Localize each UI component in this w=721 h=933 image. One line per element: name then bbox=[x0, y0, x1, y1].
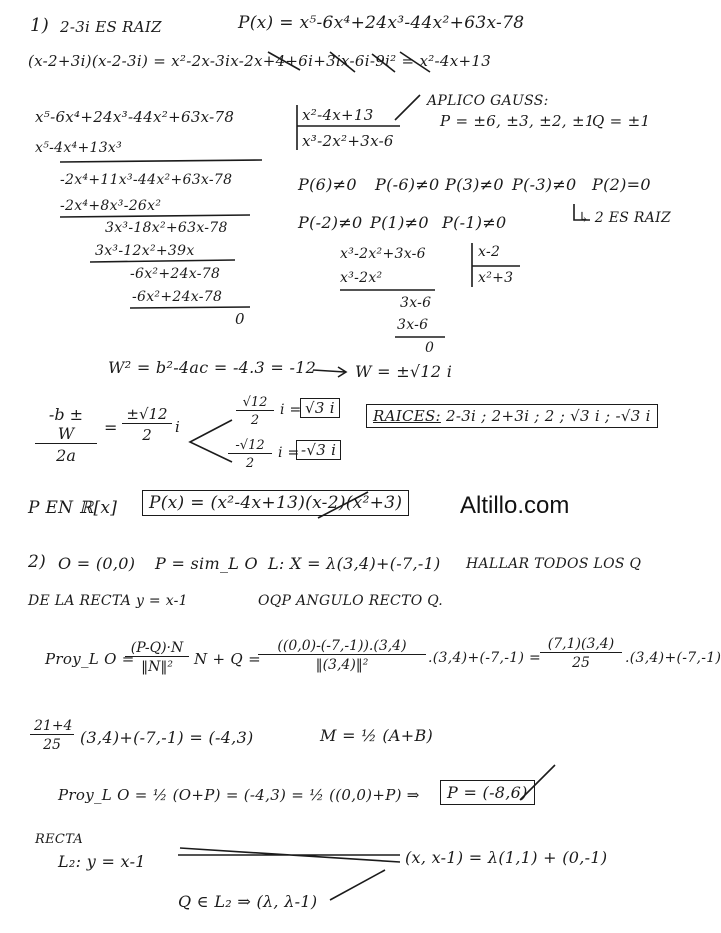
projection-substituted-fraction bbox=[258, 638, 426, 673]
roots-box bbox=[366, 404, 658, 428]
branch-2-result: -√3 i bbox=[296, 440, 341, 460]
division-1-step: 3x³-18x²+63x-78 bbox=[105, 220, 228, 236]
midpoint-formula: M = ½ (A+B) bbox=[320, 726, 434, 745]
w-result: W = ±√12 i bbox=[355, 362, 453, 381]
projection-simplified-numerator: (7,1)(3,4) bbox=[540, 636, 622, 653]
root-statement: 2-3i ES RAIZ bbox=[60, 18, 162, 36]
branch-1-result: √3 i bbox=[300, 398, 340, 418]
division-2-step: 3x-6 bbox=[400, 295, 432, 311]
factor-product-line: (x-2+3i)(x-2-3i) = x²-2x-3ix-2x+4+6i+3ix-6i-9i² = x²-4x+13 bbox=[28, 52, 492, 70]
middle-denominator: 2 bbox=[142, 426, 152, 444]
equals-sign: i = bbox=[278, 445, 300, 461]
calc-numerator: 21+4 bbox=[30, 718, 74, 735]
calc-denominator: 25 bbox=[43, 737, 61, 753]
roots-label: RAICES: bbox=[373, 407, 441, 425]
projection-formula-fraction bbox=[125, 640, 189, 675]
projection-formula-denominator: ‖N‖² bbox=[141, 659, 173, 675]
projection-simplified-fraction bbox=[540, 636, 622, 671]
projection-label: Proy_L O = bbox=[45, 650, 135, 668]
branch-2-numerator: -√12 bbox=[228, 438, 272, 454]
evaluation: P(1)≠0 bbox=[370, 213, 429, 232]
division-2-quotient: x²+3 bbox=[478, 270, 514, 286]
calc-fraction bbox=[30, 718, 74, 753]
gauss-p-candidates: P = ±6, ±3, ±2, ±1 bbox=[440, 112, 595, 130]
quadratic-middle-fraction bbox=[122, 405, 172, 444]
division-1-remainder: 0 bbox=[235, 310, 245, 328]
division-1-step: -2x⁴+11x³-44x²+63x-78 bbox=[60, 172, 233, 188]
task-statement: HALLAR TODOS LOS Q bbox=[466, 556, 642, 572]
branch-2-fraction bbox=[228, 438, 272, 471]
branch-1-numerator: √12 bbox=[236, 395, 274, 411]
division-2-step: 3x-6 bbox=[397, 317, 429, 333]
evaluation: P(-6)≠0 bbox=[375, 175, 440, 194]
line-definition: L: X = λ(3,4)+(-7,-1) bbox=[268, 554, 441, 573]
division-1-divisor: x²-4x+13 bbox=[302, 106, 374, 124]
line-l2-definition: L₂: y = x-1 bbox=[58, 852, 146, 871]
middle-numerator: ±√12 bbox=[122, 405, 172, 424]
division-1-step: -2x⁴+8x³-26x² bbox=[60, 198, 162, 214]
projection-formula-numerator: (P-Q)·N bbox=[125, 640, 189, 657]
division-1-quotient: x³-2x²+3x-6 bbox=[302, 132, 394, 150]
quadratic-denominator: 2a bbox=[56, 446, 76, 465]
quadratic-numerator: -b ± W bbox=[35, 405, 97, 444]
right-angle-condition: OQP ANGULO RECTO Q. bbox=[258, 593, 444, 609]
gauss-q-candidates: Q = ±1 bbox=[592, 112, 651, 130]
division-2-remainder: 0 bbox=[425, 340, 435, 356]
p-symmetric-definition: P = sim_L O bbox=[155, 554, 258, 573]
division-1-step: -6x²+24x-78 bbox=[132, 289, 223, 305]
exercise-1-number: 1) bbox=[30, 15, 50, 36]
gauss-title: APLICO GAUSS: bbox=[427, 93, 549, 109]
division-2-divisor: x-2 bbox=[478, 244, 501, 260]
p-in-reals-label: P EN ℝ[x] bbox=[28, 498, 118, 518]
projection-substituted-numerator: ((0,0)-(-7,-1)).(3,4) bbox=[258, 638, 426, 655]
evaluation: P(-3)≠0 bbox=[512, 175, 577, 194]
evaluation: P(6)≠0 bbox=[298, 175, 357, 194]
division-1-step: x⁵-4x⁴+13x³ bbox=[35, 140, 123, 156]
line-l2-parametric: (x, x-1) = λ(1,1) + (0,-1) bbox=[405, 848, 608, 867]
discriminant-line: W² = b²-4ac = -4.3 = -12 bbox=[108, 358, 317, 377]
recta-label: RECTA bbox=[35, 832, 84, 847]
polynomial-definition: P(x) = x⁵-6x⁴+24x³-44x²+63x-78 bbox=[238, 13, 525, 33]
evaluation: P(-2)≠0 bbox=[298, 213, 363, 232]
equals-sign: i = bbox=[280, 402, 302, 418]
equals-sign: = bbox=[104, 418, 118, 437]
division-1-dividend: x⁵-6x⁴+24x³-44x²+63x-78 bbox=[35, 108, 235, 126]
calc-result: (3,4)+(-7,-1) = (-4,3) bbox=[80, 728, 254, 747]
evaluation: P(2)=0 bbox=[592, 175, 651, 194]
projection-simplified-denominator: 25 bbox=[572, 655, 590, 671]
branch-1-fraction bbox=[236, 395, 274, 428]
evaluation: P(3)≠0 bbox=[445, 175, 504, 194]
branch-2-denominator: 2 bbox=[245, 456, 255, 471]
division-2-step: x³-2x² bbox=[340, 270, 383, 286]
factored-polynomial-box: P(x) = (x²-4x+13)(x-2)(x²+3) bbox=[142, 490, 409, 516]
projection-substituted-tail: .(3,4)+(-7,-1) = bbox=[428, 650, 541, 666]
division-1-step: -6x²+24x-78 bbox=[130, 266, 221, 282]
projection-substituted-denominator: ‖(3,4)‖² bbox=[315, 657, 369, 673]
division-1-step: 3x³-12x²+39x bbox=[95, 243, 195, 259]
projection-simplified-tail: .(3,4)+(-7,-1) bbox=[625, 650, 721, 666]
projection-midpoint-line: Proy_L O = ½ (O+P) = (-4,3) = ½ ((0,0)+P) ⇒ bbox=[58, 786, 420, 804]
task-statement-line-2: DE LA RECTA y = x-1 bbox=[28, 593, 188, 609]
roots-values: 2-3i ; 2+3i ; 2 ; √3 i ; -√3 i bbox=[446, 407, 651, 425]
origin-definition: O = (0,0) bbox=[58, 554, 136, 573]
projection-formula-tail: N + Q = bbox=[194, 650, 261, 668]
watermark: Altillo.com bbox=[460, 492, 570, 519]
division-2-dividend: x³-2x²+3x-6 bbox=[340, 246, 426, 262]
evaluation: P(-1)≠0 bbox=[442, 213, 507, 232]
branch-1-denominator: 2 bbox=[250, 413, 260, 428]
quadratic-formula-fraction bbox=[35, 405, 97, 465]
p-result-box: P = (-8,6) bbox=[440, 780, 535, 805]
two-is-root-note: ↳ 2 ES RAIZ bbox=[578, 210, 672, 226]
imaginary-unit: i bbox=[175, 418, 181, 436]
exercise-2-number: 2) bbox=[28, 552, 47, 572]
q-in-l2: Q ∈ L₂ ⇒ (λ, λ-1) bbox=[178, 892, 318, 911]
